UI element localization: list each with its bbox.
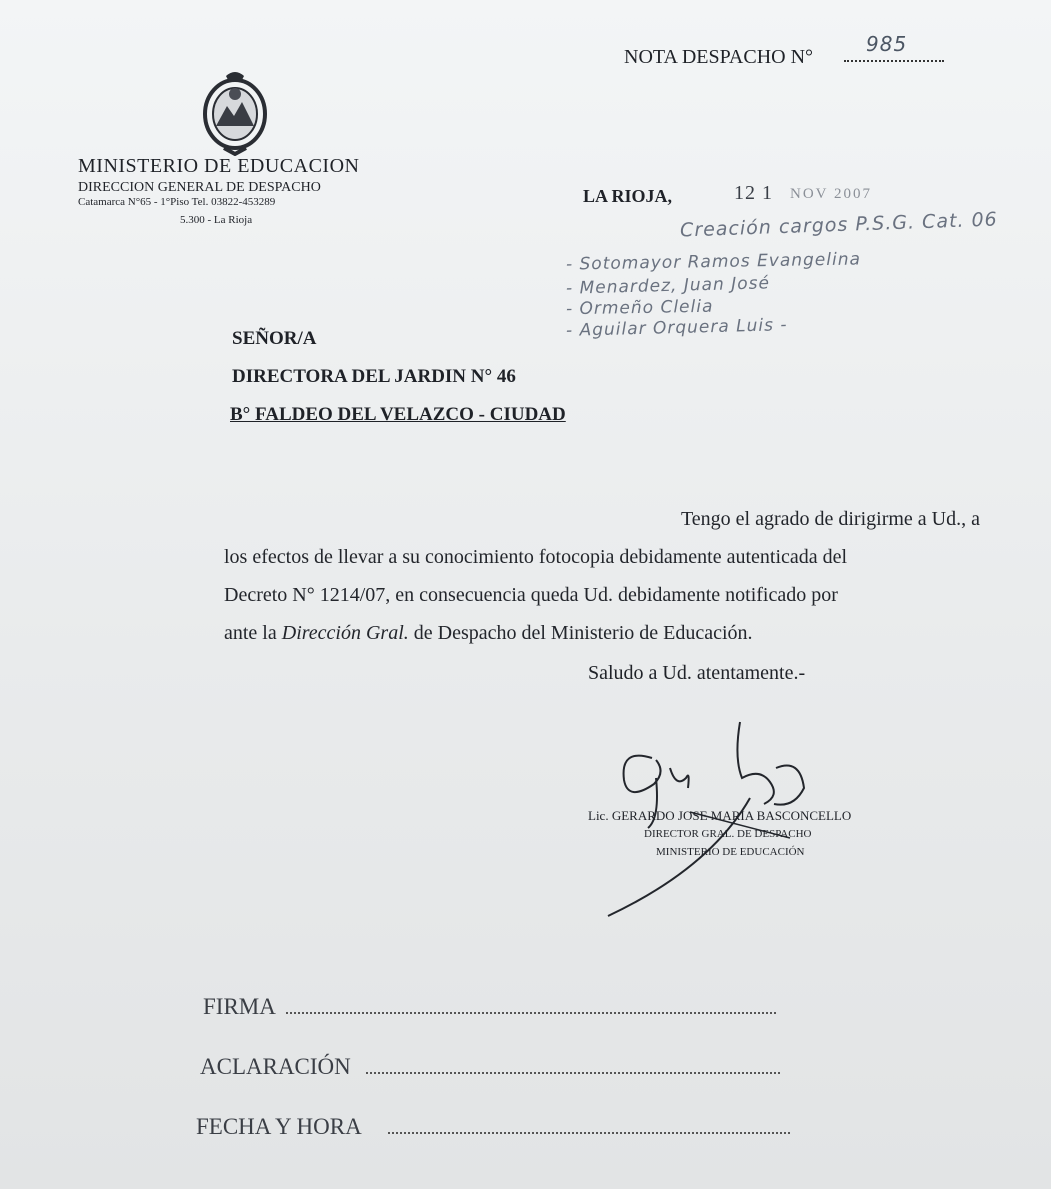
handwritten-name: - Aguilar Orquera Luis -: [565, 315, 788, 341]
letter-body: [224, 500, 980, 652]
handwritten-name: - Menardez, Juan José: [565, 273, 771, 299]
ministry-name: MINISTERIO DE EDUCACION: [78, 155, 360, 177]
handwritten-name: - Ormeño Clelia: [565, 296, 714, 320]
nota-despacho-label: NOTA DESPACHO N°: [624, 46, 814, 68]
signer-organization: MINISTERIO DE EDUCACIÓN: [656, 846, 805, 858]
body-line-4-italic: Dirección Gral.: [281, 622, 409, 644]
nota-number-dotted-line: [844, 60, 944, 62]
ministry-city: 5.300 - La Rioja: [180, 214, 253, 226]
letter-closing: Saludo a Ud. atentamente.-: [588, 662, 806, 684]
fecha-hora-field[interactable]: [388, 1132, 790, 1134]
handwritten-subject-note: Creación cargos P.S.G. Cat. 06: [679, 208, 999, 242]
body-line-4-end: de Despacho del Ministerio de Educación.: [408, 622, 753, 644]
body-line-3: Decreto N° 1214/07, en consecuencia queda Ud. debidamente notificado por: [224, 584, 838, 606]
fecha-hora-label: FECHA Y HORA: [196, 1114, 362, 1139]
coat-of-arms-emblem: [196, 68, 274, 156]
recipient-role: DIRECTORA DEL JARDIN N° 46: [232, 366, 516, 387]
signer-role: DIRECTOR GRAL. DE DESPACHO: [644, 828, 812, 840]
firma-label: FIRMA: [203, 994, 276, 1019]
dateline-place: LA RIOJA,: [583, 186, 673, 206]
nota-number-handwritten: 985: [866, 32, 908, 56]
body-line-2: los efectos de llevar a su conocimiento fotocopia debidamente autenticada del: [224, 546, 848, 568]
signer-name: Lic. GERARDO JOSE MARIA BASCONCELLO: [588, 808, 852, 823]
aclaracion-field[interactable]: [366, 1072, 780, 1074]
ministry-direction: DIRECCION GENERAL DE DESPACHO: [78, 180, 321, 195]
recipient-address: B° FALDEO DEL VELAZCO - CIUDAD: [230, 404, 566, 425]
date-stamp: 12 1: [734, 182, 773, 204]
date-stamp-month-year: NOV 2007: [790, 186, 872, 202]
body-line-4: [224, 614, 980, 652]
recipient-title: SEÑOR/A: [232, 328, 317, 349]
body-line: [224, 500, 980, 538]
body-line-1: Tengo el agrado de dirigirme a Ud., a: [680, 508, 980, 530]
handwritten-name: - Sotomayor Ramos Evangelina: [565, 249, 862, 275]
body-line-4-start: ante la: [224, 622, 282, 644]
ministry-address: Catamarca N°65 - 1°Piso Tel. 03822-453289: [78, 196, 276, 208]
firma-field[interactable]: [286, 1012, 776, 1014]
aclaracion-label: ACLARACIÓN: [200, 1054, 351, 1079]
